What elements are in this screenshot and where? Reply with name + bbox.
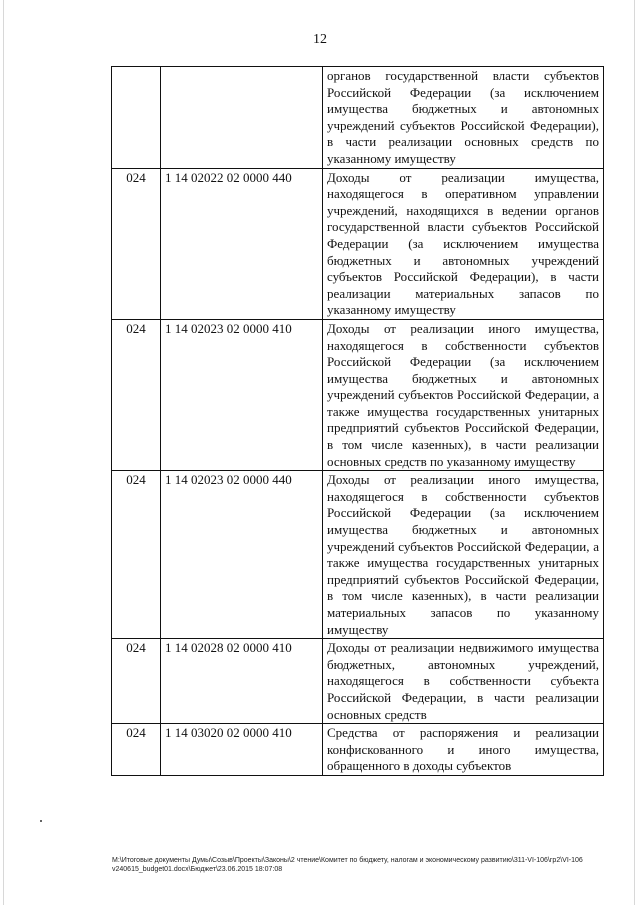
- admin-code-cell: 024: [112, 319, 161, 470]
- scan-edge-left: [3, 0, 4, 905]
- revenue-code-cell: 1 14 02022 02 0000 440: [161, 168, 323, 319]
- scan-speck: [40, 820, 42, 822]
- file-path-footer: M:\Итоговые документы Думы\Созыв\Проекты\Законы\2 чтение\Комитет по бюджету, налогам и экономическому развитию\311-VI-106\гр2\VI-106 v240615_budget01.docx\Бюджет\23.06.2015 18:07:08: [112, 857, 583, 873]
- revenue-code-cell: 1 14 02023 02 0000 440: [161, 471, 323, 639]
- revenue-description-cell: Средства от распоряжения и реализации конфискованного и иного имущества, обращенного в доходы субъектов: [323, 724, 604, 776]
- revenue-code-cell: [161, 67, 323, 169]
- revenue-description-cell: Доходы от реализации иного имущества, находящегося в собственности субъектов Российской Федерации (за исключением имущества бюджетных и автономных учреждений субъектов Российской Федерации, а также имущества государственных унитарных предприятий субъектов Российской Федерации, в том числе казенных), в части реализации основных средств по указанному имуществу: [323, 319, 604, 470]
- admin-code-cell: 024: [112, 168, 161, 319]
- admin-code-cell: 024: [112, 724, 161, 776]
- table-row: [112, 639, 604, 724]
- revenue-description-cell: Доходы от реализации иного имущества, находящегося в собственности субъектов Российской Федерации (за исключением имущества бюджетных и автономных учреждений субъектов Российской Федерации, а также имущества государственных унитарных предприятий субъектов Российской Федерации, в том числе казенных), в части реализации материальных запасов по указанному имуществу: [323, 471, 604, 639]
- table-row: [112, 168, 604, 319]
- budget-classification-table: [111, 66, 604, 776]
- table-row: [112, 319, 604, 470]
- table-row: [112, 67, 604, 169]
- revenue-description-cell: Доходы от реализации имущества, находящегося в оперативном управлении учреждений, находящихся в ведении органов государственной власти субъектов Российской Федерации (за исключением имущества бюджетных и автономных учреждений субъектов Российской Федерации), в части реализации материальных запасов по указанному имуществу: [323, 168, 604, 319]
- table-row: [112, 724, 604, 776]
- table-row: [112, 471, 604, 639]
- admin-code-cell: 024: [112, 639, 161, 724]
- page-number: 12: [313, 32, 327, 47]
- admin-code-cell: [112, 67, 161, 169]
- revenue-code-cell: 1 14 02028 02 0000 410: [161, 639, 323, 724]
- revenue-description-cell: Доходы от реализации недвижимого имущества бюджетных, автономных учреждений, находящегося в собственности субъекта Российской Федерации, в части реализации основных средств: [323, 639, 604, 724]
- revenue-description-cell: органов государственной власти субъектов Российской Федерации (за исключением имущества бюджетных и автономных учреждений субъектов Российской Федерации), в части реализации основных средств по указанному имуществу: [323, 67, 604, 169]
- scan-edge-right: [634, 0, 635, 905]
- admin-code-cell: 024: [112, 471, 161, 639]
- revenue-code-cell: 1 14 03020 02 0000 410: [161, 724, 323, 776]
- revenue-code-cell: 1 14 02023 02 0000 410: [161, 319, 323, 470]
